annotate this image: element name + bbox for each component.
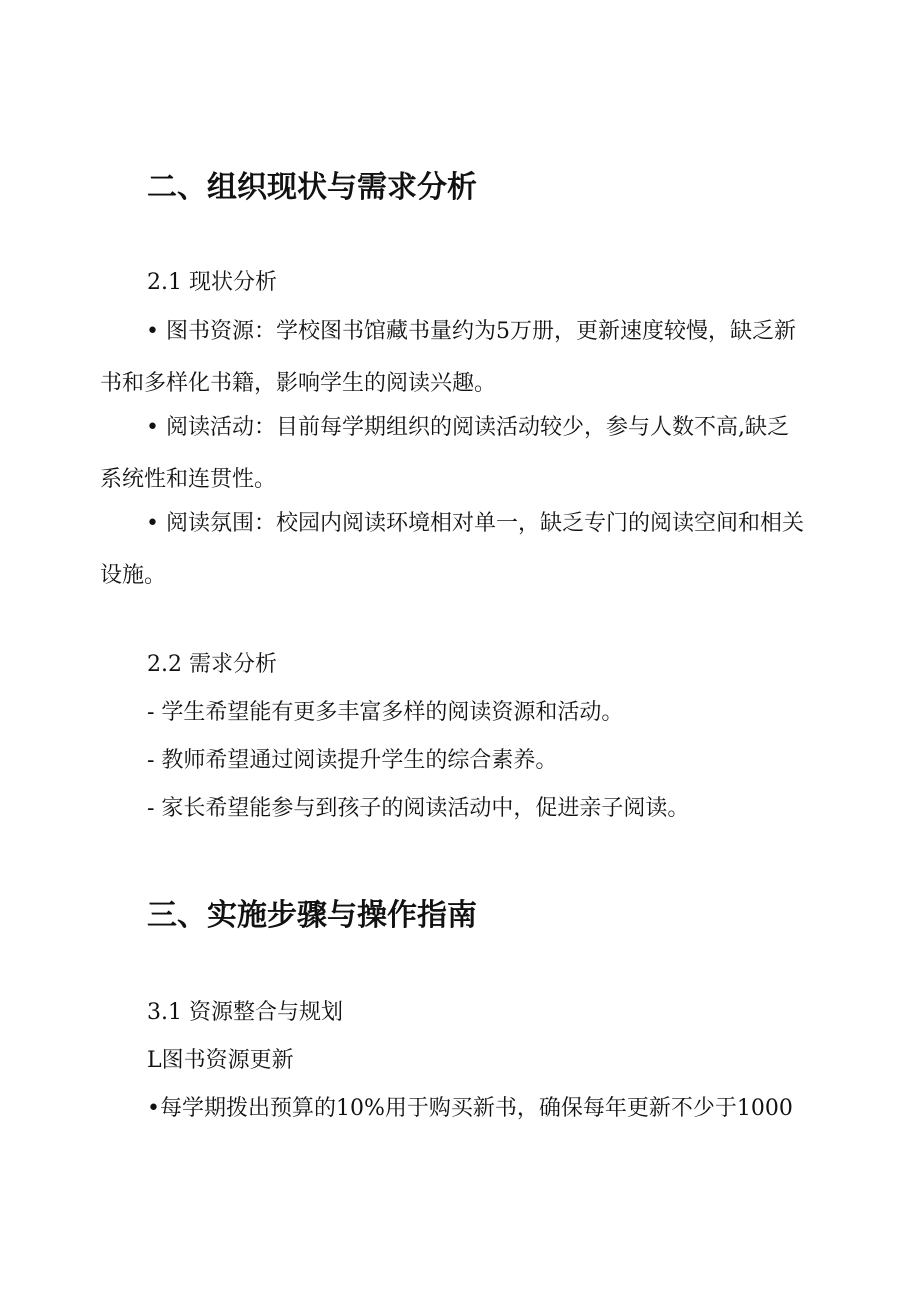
subsection-2-1-title: 2.1 现状分析	[147, 270, 277, 295]
bullet-book-resources: • 图书资源：学校图书馆藏书量约为5万册，更新速度较慢，缺乏新书和多样化书籍，影响学生的阅读兴趣。	[100, 319, 796, 396]
bullet-reading-atmosphere: • 阅读氛围：校园内阅读环境相对单一，缺乏专门的阅读空间和相关设施。	[100, 511, 804, 588]
book-update-label: L图书资源更新	[147, 1048, 294, 1073]
budget-bullet: •每学期拨出预算的10%用于购买新书，确保每年更新不少于1000	[147, 1096, 793, 1121]
need-item-teachers: - 教师希望通过阅读提升学生的综合素养。	[147, 748, 558, 773]
subsection-2-2-title: 2.2 需求分析	[147, 652, 277, 677]
section-3-heading: 三、实施步骤与操作指南	[147, 898, 477, 933]
bullet-reading-activities: • 阅读活动：目前每学期组织的阅读活动较少，参与人数不高,缺乏系统性和连贯性。	[100, 415, 789, 492]
subsection-3-1-title: 3.1 资源整合与规划	[147, 1000, 343, 1025]
need-item-students: - 学生希望能有更多丰富多样的阅读资源和活动。	[147, 700, 624, 725]
section-2-heading: 二、组织现状与需求分析	[147, 170, 477, 205]
need-item-parents: - 家长希望能参与到孩子的阅读活动中，促进亲子阅读。	[147, 796, 690, 821]
